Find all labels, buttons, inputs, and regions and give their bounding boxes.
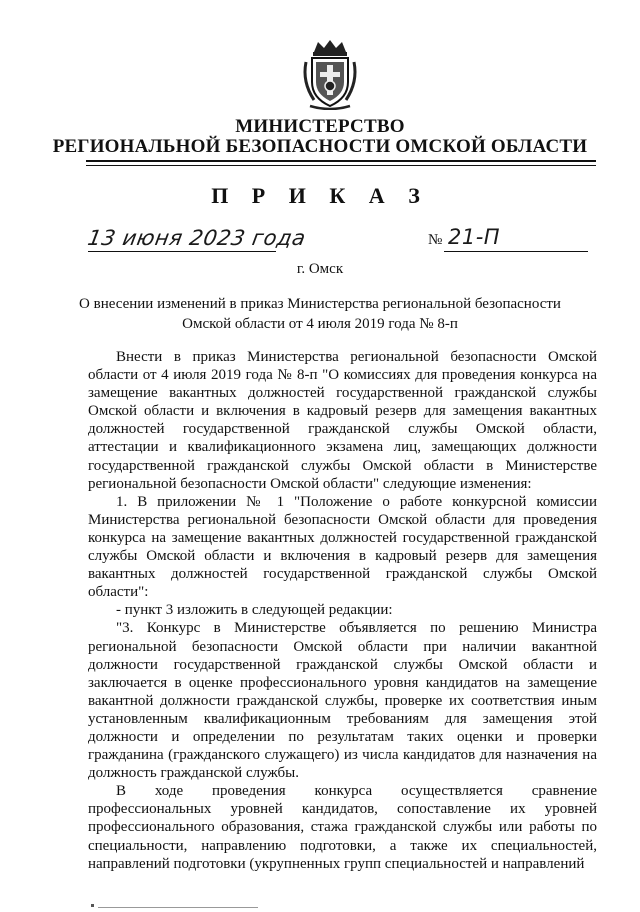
ministry-title-line1: МИНИСТЕРСТВО bbox=[235, 116, 405, 137]
order-subject bbox=[40, 294, 600, 334]
document-type-title: П Р И К А З bbox=[211, 183, 429, 208]
number-underline bbox=[444, 251, 588, 252]
handwritten-order-number: 21-П bbox=[448, 225, 501, 249]
ministry-title-line2: РЕГИОНАЛЬНОЙ БЕЗОПАСНОСТИ ОМСКОЙ ОБЛАСТИ bbox=[52, 136, 588, 157]
body-paragraph: - пункт 3 изложить в следующей редакции: bbox=[116, 602, 393, 619]
header-rule-thin bbox=[86, 165, 596, 166]
order-body bbox=[88, 348, 597, 873]
page-mark bbox=[91, 904, 94, 907]
date-underline bbox=[88, 251, 276, 252]
body-paragraph: В ходе проведения конкурса осуществляется сравнение профессиональных уровней кандидатов, сопоставление их уровней профессионального образования, стажа гражданской службы или работы по специальности, направлению подготовки, а также их специальностей, направлений подготовки (укрупненных групп специальностей и направлений bbox=[88, 783, 597, 872]
city-line: г. Омск bbox=[296, 261, 344, 277]
coat-of-arms-icon bbox=[300, 38, 360, 110]
header-rule-thick bbox=[86, 160, 596, 162]
body-paragraph: Внести в приказ Министерства региональной безопасности Омской области от 4 июля 2019 года № 8-п "О комиссиях для проведения конкурса на замещение вакантных должностей государственной гражданской службы Омской области и включения в кадровый резерв для замещения вакантных должностей государственной гражданской службы Омской области, аттестации и квалификационного экзамена лиц, замещающих должности государственной гражданской службы Омской области в Министерстве региональной безопасности Омской области" следующие изменения: bbox=[88, 349, 597, 492]
body-paragraph: 1. В приложении № 1 "Положение о работе конкурсной комиссии Министерства региональной безопасности Омской области для проведения конкурса на замещение вакантных должностей государственной гражданской службы Омской области и включения в кадровый резерв для замещения вакантных должностей государственной гражданской службы Омской области": bbox=[88, 493, 597, 601]
number-label: № bbox=[428, 232, 443, 248]
handwritten-date: 13 июня 2023 года bbox=[85, 226, 308, 250]
body-paragraph: "3. Конкурс в Министерстве объявляется по решению Министра региональной безопасности Омской области при наличии вакантной должности государственной гражданской службы Омской области и заключается в оценке профессионального уровня кандидатов на замещение вакантной должности гражданской службы, проверке их соответствия иным установленным квалификационным требованиям для замещения этой должности и определении по результатам таких оценки и проверки гражданина (гражданского служащего) из числа кандидатов для назначения на должность гражданской службы. bbox=[88, 620, 597, 782]
subject-line1: О внесении изменений в приказ Министерства региональной безопасности bbox=[79, 296, 561, 312]
footer-rule bbox=[98, 907, 258, 908]
subject-line2: Омской области от 4 июля 2019 года № 8-п bbox=[182, 316, 458, 332]
